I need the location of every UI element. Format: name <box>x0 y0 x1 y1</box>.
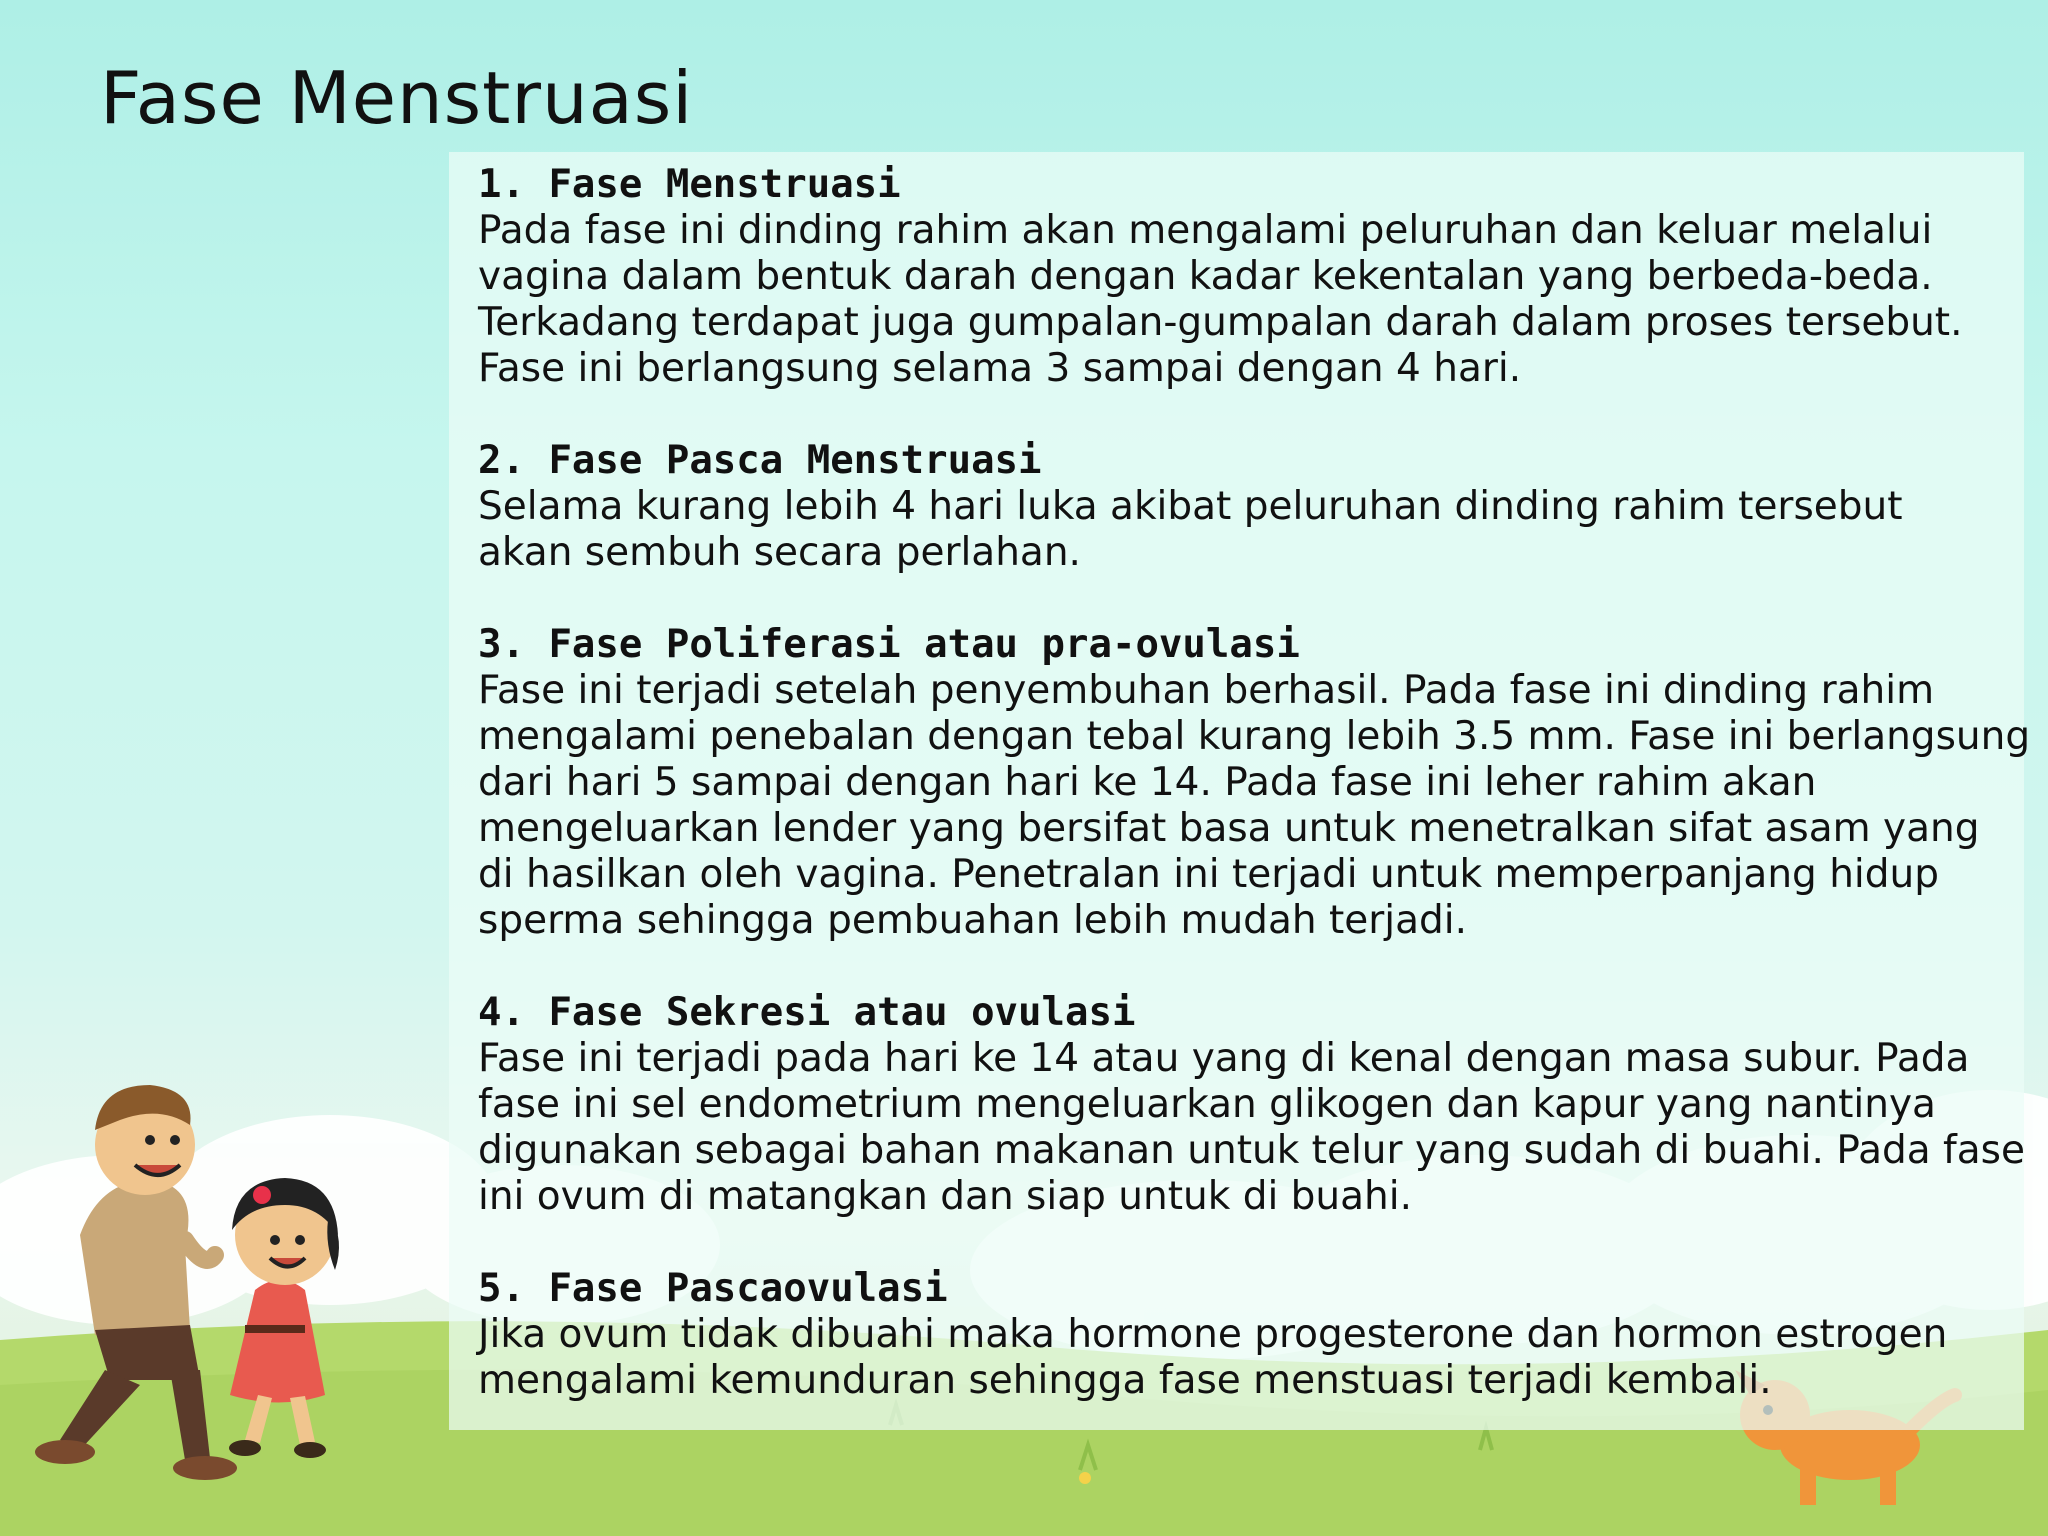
phase-text-line: mengeluarkan lender yang bersifat basa untuk menetralkan sifat asam yang <box>478 806 1980 851</box>
phase-text-line: vagina dalam bentuk darah dengan kadar kekentalan yang berbeda-beda. <box>478 254 1933 299</box>
phase-heading: 1. Fase Menstruasi <box>478 162 901 207</box>
phase-4 <box>478 990 2025 1220</box>
phase-text-line: fase ini sel endometrium mengeluarkan glikogen dan kapur yang nantinya <box>478 1082 1936 1127</box>
phase-list <box>478 162 2031 1404</box>
phase-text-line: digunakan sebagai bahan makanan untuk telur yang sudah di buahi. Pada fase <box>478 1128 2025 1173</box>
phase-text-line: Terkadang terdapat juga gumpalan-gumpalan darah dalam proses tersebut. <box>478 300 1963 345</box>
phase-text-line: ini ovum di matangkan dan siap untuk di buahi. <box>478 1174 1413 1219</box>
phase-text-line: sperma sehingga pembuahan lebih mudah terjadi. <box>478 898 1467 943</box>
phase-2 <box>478 438 2008 576</box>
phase-3 <box>478 622 2031 944</box>
phase-text-line: Jika ovum tidak dibuahi maka hormone progesterone dan hormon estrogen <box>478 1312 1948 1357</box>
phase-text-line: mengalami kemunduran sehingga fase menstuasi terjadi kembali. <box>478 1358 1772 1403</box>
phase-text-line: di hasilkan oleh vagina. Penetralan ini terjadi untuk memperpanjang hidup <box>478 852 1939 897</box>
slide-title: Fase Menstruasi <box>100 56 694 140</box>
phase-heading: 4. Fase Sekresi atau ovulasi <box>478 990 1136 1035</box>
phase-5 <box>478 1266 2008 1404</box>
phase-text-line: mengalami penebalan dengan tebal kurang lebih 3.5 mm. Fase ini berlangsung <box>478 714 2031 759</box>
phase-heading: 5. Fase Pascaovulasi <box>478 1266 948 1311</box>
phase-1 <box>478 162 2008 392</box>
phase-text-line: Fase ini terjadi setelah penyembuhan berhasil. Pada fase ini dinding rahim <box>478 668 1935 713</box>
phase-text-line: Pada fase ini dinding rahim akan mengalami peluruhan dan keluar melalui <box>478 208 1933 253</box>
phase-text-line: Fase ini berlangsung selama 3 sampai dengan 4 hari. <box>478 346 1522 391</box>
phase-heading: 3. Fase Poliferasi atau pra-ovulasi <box>478 622 1300 667</box>
phase-text-line: akan sembuh secara perlahan. <box>478 530 1081 575</box>
phase-heading: 2. Fase Pasca Menstruasi <box>478 438 1042 483</box>
phase-text-line: dari hari 5 sampai dengan hari ke 14. Pada fase ini leher rahim akan <box>478 760 1817 805</box>
phase-text-line: Selama kurang lebih 4 hari luka akibat peluruhan dinding rahim tersebut <box>478 484 1903 529</box>
phase-text-line: Fase ini terjadi pada hari ke 14 atau yang di kenal dengan masa subur. Pada <box>478 1036 1970 1081</box>
